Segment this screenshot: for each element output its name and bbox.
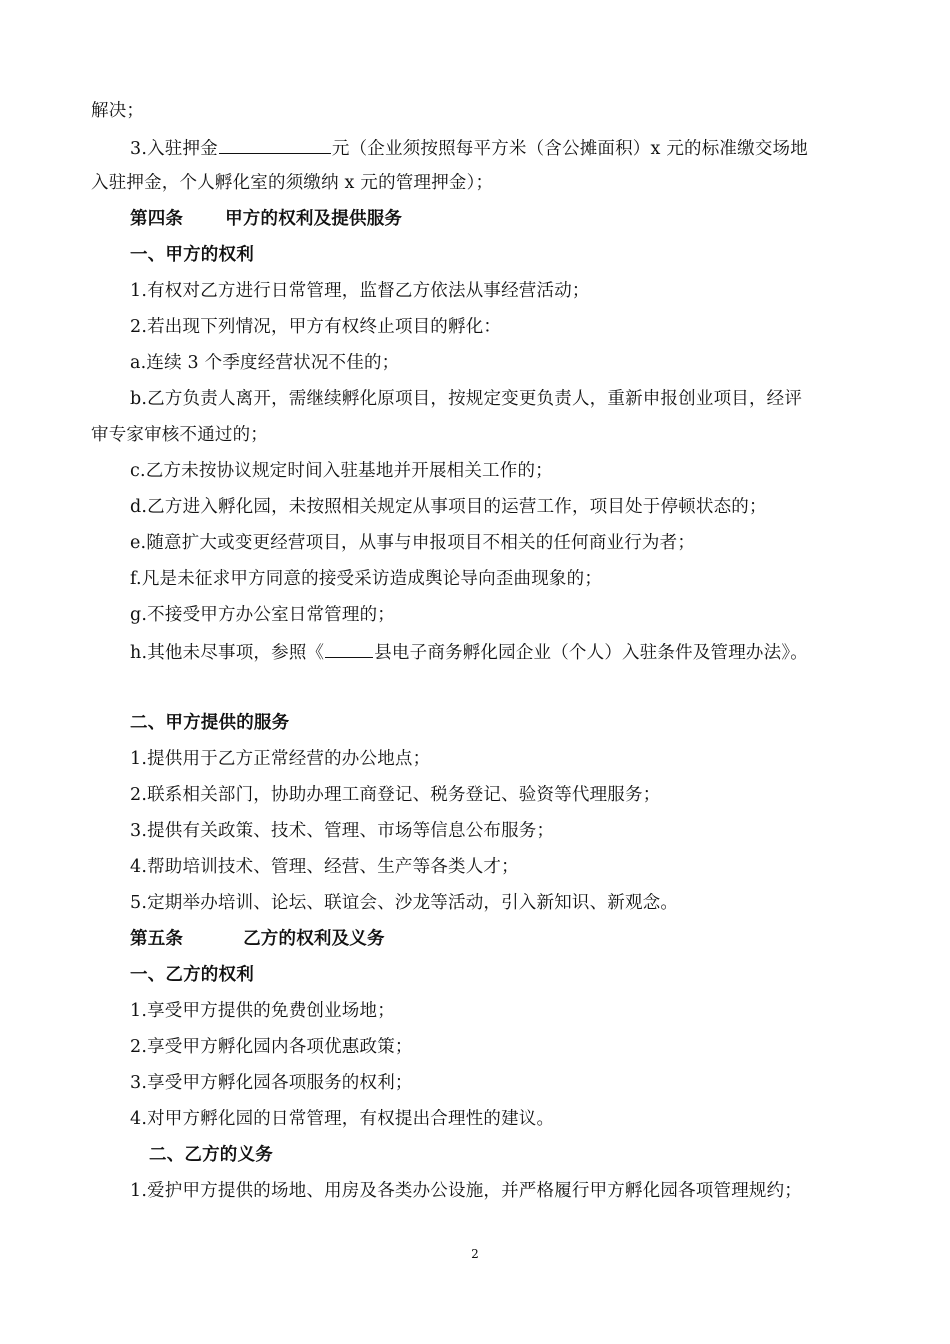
list-item: e.随意扩大或变更经营项目，从事与申报项目不相关的任何商业行为者； <box>130 533 696 553</box>
list-item: b.乙方负责人离开，需继续孵化原项目，按规定变更负责人，重新申报创业项目，经评 <box>130 389 803 409</box>
list-item: 1.爱护甲方提供的场地、用房及各类办公设施，并严格履行甲方孵化园各项管理规约； <box>130 1181 802 1201</box>
reference-prefix: h.其他未尽事项，参照《 <box>130 643 325 663</box>
article-title: 甲方的权利及提供服务 <box>225 209 403 229</box>
list-item: 1.提供用于乙方正常经营的办公地点； <box>130 749 431 769</box>
section-heading: 一、乙方的权利 <box>130 965 254 985</box>
deposit-amount-blank <box>219 136 331 154</box>
list-item: a.连续 3 个季度经营状况不佳的； <box>130 353 400 373</box>
paragraph-line: 解决； <box>91 101 145 121</box>
list-item: g.不接受甲方办公室日常管理的； <box>130 605 395 625</box>
list-item: 1.享受甲方提供的免费创业场地； <box>130 1001 395 1021</box>
deposit-text: 元（企业须按照每平方米（含公摊面积）x 元的标准缴交场地 <box>331 139 808 159</box>
section-heading: 一、甲方的权利 <box>130 245 254 265</box>
article-title: 乙方的权利及义务 <box>243 929 385 949</box>
list-item: 4.帮助培训技术、管理、经营、生产等各类人才； <box>130 857 519 877</box>
list-item: 1.有权对乙方进行日常管理，监督乙方依法从事经营活动； <box>130 281 590 301</box>
list-item: 2.若出现下列情况，甲方有权终止项目的孵化： <box>130 317 502 337</box>
list-item: c.乙方未按协议规定时间入驻基地并开展相关工作的； <box>130 461 553 481</box>
deposit-clause <box>130 136 808 160</box>
paragraph-line: 审专家审核不通过的； <box>91 425 268 445</box>
section-heading: 二、甲方提供的服务 <box>130 713 290 733</box>
list-item: 2.享受甲方孵化园内各项优惠政策； <box>130 1037 413 1057</box>
county-name-blank <box>325 640 373 658</box>
list-item: 5.定期举办培训、论坛、联谊会、沙龙等活动，引入新知识、新观念。 <box>130 893 679 913</box>
section-heading: 二、乙方的义务 <box>149 1145 273 1165</box>
page-number: 2 <box>471 1247 479 1261</box>
reference-text: 县电子商务孵化园企业（个人）入驻条件及管理办法》。 <box>374 643 808 663</box>
article-four-heading <box>130 208 402 230</box>
list-item: 3.享受甲方孵化园各项服务的权利； <box>130 1073 413 1093</box>
article-number: 第五条 <box>130 929 184 949</box>
list-item: d.乙方进入孵化园，未按照相关规定从事项目的运营工作，项目处于停顿状态的； <box>130 497 767 517</box>
article-five-heading <box>130 928 385 950</box>
list-item: f.凡是未征求甲方同意的接受采访造成舆论导向歪曲现象的； <box>130 569 603 589</box>
list-item: 3.提供有关政策、技术、管理、市场等信息公布服务； <box>130 821 555 841</box>
list-item <box>130 640 808 664</box>
article-number: 第四条 <box>130 209 184 229</box>
list-item: 2.联系相关部门，协助办理工商登记、税务登记、验资等代理服务； <box>130 785 661 805</box>
paragraph-line: 入驻押金，个人孵化室的须缴纳 x 元的管理押金）； <box>91 173 494 193</box>
deposit-label: 3.入驻押金 <box>130 139 218 159</box>
list-item: 4.对甲方孵化园的日常管理，有权提出合理性的建议。 <box>130 1109 555 1129</box>
